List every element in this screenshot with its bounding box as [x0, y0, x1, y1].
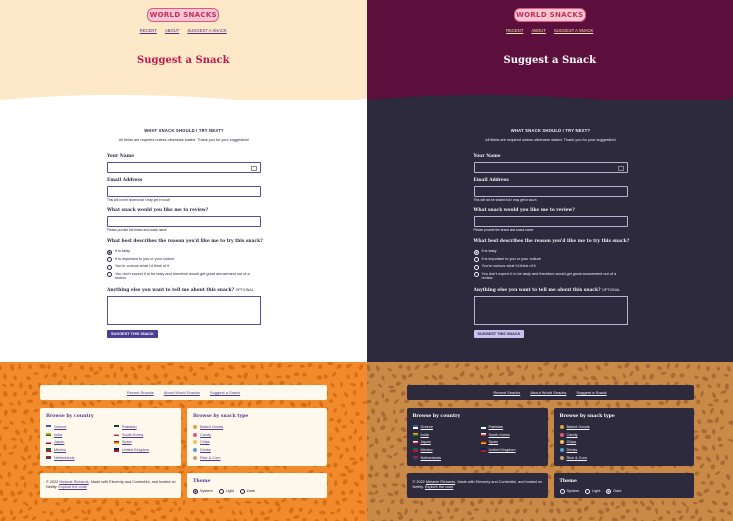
- snack-type-icon: [560, 440, 564, 444]
- snack-type-link[interactable]: [560, 425, 590, 429]
- snack-label: What snack would you like me to review?: [473, 208, 575, 213]
- theme-option-system[interactable]: [560, 488, 580, 494]
- radio-icon: [474, 265, 479, 270]
- reason-option-label: You don't expect it to be tasty and therefore would get great amusement out of a review: [481, 271, 617, 280]
- snack-type-link[interactable]: [193, 433, 211, 437]
- country-link[interactable]: [114, 448, 149, 452]
- country-link[interactable]: [413, 433, 429, 437]
- flag-icon: [114, 448, 119, 451]
- snack-input[interactable]: [474, 216, 628, 227]
- snack-hint: Please provide the brand and snack name: [473, 228, 534, 232]
- theme-option-light[interactable]: [219, 488, 234, 494]
- email-hint: This will not be shared but I may get in touch: [107, 198, 171, 202]
- name-label: Your Name: [107, 154, 135, 159]
- site-logo[interactable]: WORLD SNACKS: [147, 8, 219, 22]
- extra-label-text: Anything else you want to tell me about this snack?: [107, 288, 235, 293]
- country-link-label: Mexico: [54, 448, 67, 453]
- radio-icon: [560, 489, 565, 494]
- snack-input[interactable]: [107, 216, 261, 227]
- snack-type-link[interactable]: [193, 425, 223, 429]
- theme-heading: Theme: [559, 479, 577, 484]
- flag-icon: [481, 441, 486, 444]
- explore-code-link[interactable]: Explore the code: [58, 485, 87, 489]
- nav-about[interactable]: ABOUT: [531, 28, 546, 33]
- country-link-label: Spain: [488, 440, 499, 445]
- snack-type-link[interactable]: [193, 448, 211, 452]
- theme-option-dark[interactable]: [240, 488, 255, 494]
- country-link[interactable]: [114, 440, 132, 444]
- nav-about[interactable]: ABOUT: [164, 28, 180, 33]
- theme-option-light[interactable]: [585, 488, 600, 494]
- footer-link-recent[interactable]: Recent Snacks: [493, 390, 521, 395]
- main-nav: [0, 28, 367, 33]
- snack-hint: Please provide the brand and snack name: [107, 228, 167, 232]
- reason-option-label: It is important to you or your culture: [115, 256, 175, 261]
- country-link-label: Pakistan: [122, 425, 137, 429]
- reason-label: What best describes the reason you'd like me to try this snack?: [107, 239, 263, 244]
- submit-button[interactable]: SUGGEST THIS SNACK: [107, 330, 158, 338]
- snack-type-icon: [560, 456, 564, 460]
- reason-option[interactable]: [474, 249, 497, 255]
- radio-icon: [193, 489, 198, 494]
- reason-option[interactable]: [474, 264, 536, 270]
- snack-type-label: Candy: [200, 432, 211, 437]
- radio-icon: [240, 489, 245, 494]
- reason-option[interactable]: [107, 264, 169, 270]
- copyright-text: [46, 480, 186, 490]
- country-link-label: Mexico: [420, 448, 433, 453]
- reason-option-label: It is important to you or your culture: [481, 256, 542, 261]
- country-link-label: India: [54, 432, 63, 437]
- country-heading: Browse by country: [46, 414, 94, 419]
- hero-wave: [0, 92, 367, 108]
- country-link[interactable]: [413, 425, 433, 429]
- type-card: [187, 408, 327, 466]
- name-input[interactable]: [474, 162, 628, 173]
- country-link-label: Pakistan: [488, 425, 504, 429]
- reason-option-label: You don't expect it to be tasty and therefore would get great amusement out of a review: [115, 271, 250, 280]
- footer-links: [407, 385, 694, 400]
- radio-icon: [474, 250, 479, 255]
- radio-icon: [107, 265, 112, 270]
- autofill-icon: [618, 166, 624, 171]
- country-link-label: India: [420, 432, 429, 437]
- site-logo[interactable]: WORLD SNACKS: [514, 8, 586, 22]
- copyright-prefix: © 2022: [412, 480, 426, 484]
- country-link-label: Japan: [420, 440, 431, 445]
- reason-option-label: You're curious what I'd think of it: [115, 264, 170, 268]
- form-heading: WHAT SNACK SHOULD I TRY NEXT?: [144, 128, 224, 133]
- theme-option-label: Light: [592, 488, 601, 493]
- extra-label-text: Anything else you want to tell me about this snack?: [473, 288, 601, 293]
- copyright-text: [413, 480, 553, 490]
- email-label: Email Address: [473, 178, 509, 183]
- flag-icon: [46, 433, 51, 436]
- snack-type-icon: [193, 425, 197, 429]
- footer-link-suggest[interactable]: Suggest a Snack: [576, 390, 607, 395]
- reason-label: What best describes the reason you'd like me to try this snack?: [473, 239, 630, 244]
- name-label: Your Name: [473, 154, 501, 159]
- country-link[interactable]: [114, 433, 143, 437]
- snack-type-label: Drinks: [566, 448, 578, 453]
- radio-icon: [107, 250, 112, 255]
- flag-icon: [413, 425, 418, 428]
- country-link[interactable]: [413, 448, 433, 452]
- snack-type-icon: [560, 448, 564, 452]
- email-input[interactable]: [474, 186, 628, 197]
- snack-label: What snack would you like me to review?: [107, 208, 209, 213]
- snack-type-link[interactable]: [193, 440, 210, 444]
- reason-option[interactable]: [474, 272, 624, 280]
- radio-icon: [474, 257, 479, 262]
- flag-icon: [413, 448, 418, 451]
- flag-icon: [46, 448, 51, 451]
- suggest-form: [107, 128, 263, 336]
- type-heading: Browse by snack type: [559, 414, 615, 419]
- country-link-label: Greece: [420, 425, 433, 429]
- reason-option-label: You're curious what I'd think of it: [481, 264, 536, 268]
- reason-option[interactable]: [107, 249, 130, 255]
- radio-icon: [474, 272, 479, 277]
- country-heading: Browse by country: [412, 414, 461, 419]
- country-link-label: United Kingdom: [122, 448, 150, 453]
- email-hint: This will not be shared but I may get in touch: [473, 198, 537, 202]
- suggest-form: [473, 128, 630, 336]
- snack-type-label: Rice & Corn: [200, 455, 221, 460]
- country-link[interactable]: [46, 456, 74, 460]
- reason-option-label: It is tasty: [115, 249, 130, 253]
- country-card: [407, 408, 548, 466]
- extra-textarea[interactable]: [474, 296, 628, 325]
- submit-button[interactable]: SUGGEST THIS SNACK: [474, 330, 525, 338]
- country-link-label: United Kingdom: [488, 448, 516, 453]
- footer-links: [40, 385, 327, 400]
- author-link[interactable]: Melanie Richards: [425, 480, 456, 484]
- page-title: Suggest a Snack: [503, 55, 597, 66]
- copyright-card: [40, 473, 181, 498]
- theme-option-label: Light: [225, 488, 234, 493]
- reason-option[interactable]: [107, 272, 257, 280]
- country-link[interactable]: [46, 448, 66, 452]
- nav-suggest[interactable]: SUGGEST A SNACK: [187, 28, 227, 33]
- flag-icon: [46, 456, 51, 459]
- snack-type-label: Chips: [566, 440, 577, 445]
- form-heading: WHAT SNACK SHOULD I TRY NEXT?: [510, 128, 591, 133]
- country-link[interactable]: [481, 425, 504, 429]
- flag-icon: [46, 425, 51, 428]
- explore-code-link[interactable]: Explore the code: [424, 485, 454, 489]
- country-link-label: South Korea: [488, 432, 510, 437]
- copyright-mid: . Made with Eleventy and Contentful, and hosted on Netlify.: [46, 480, 176, 489]
- country-link-label: Spain: [122, 440, 132, 445]
- theme-option-system[interactable]: [193, 488, 213, 494]
- reason-option[interactable]: [474, 257, 542, 263]
- theme-card: [187, 473, 327, 498]
- extra-label: [474, 288, 621, 293]
- snack-type-label: Candy: [566, 432, 578, 437]
- flag-icon: [114, 425, 119, 428]
- dark-theme-panel: [367, 0, 733, 521]
- country-link[interactable]: [413, 440, 431, 444]
- flag-icon: [413, 456, 418, 459]
- country-link-label: Netherlands: [420, 455, 441, 460]
- flag-icon: [413, 441, 418, 444]
- form-intro: All fields are required unless otherwise stated. Thank you for your suggestion!: [485, 138, 616, 142]
- footer-link-about[interactable]: About World Snacks: [530, 390, 567, 395]
- autofill-icon: [251, 166, 257, 171]
- flag-icon: [46, 441, 51, 444]
- country-link-label: Netherlands: [54, 455, 75, 460]
- hero-wave: [367, 92, 733, 108]
- flag-icon: [481, 425, 486, 428]
- nav-suggest[interactable]: SUGGEST A SNACK: [553, 28, 594, 33]
- country-link[interactable]: [46, 425, 66, 429]
- optional-tag: OPTIONAL: [235, 288, 254, 292]
- copyright-card: [407, 473, 548, 498]
- country-link[interactable]: [481, 433, 510, 437]
- snack-type-label: Baked Goods: [200, 425, 224, 429]
- snack-type-icon: [560, 433, 564, 437]
- snack-type-link[interactable]: [193, 456, 220, 460]
- snack-type-label: Chips: [200, 440, 210, 445]
- theme-option-label: System: [566, 488, 580, 493]
- footer-link-about[interactable]: About World Snacks: [163, 390, 200, 395]
- copyright-mid: . Made with Eleventy and Contentful, and hosted on Netlify.: [412, 480, 543, 489]
- radio-icon: [585, 489, 590, 494]
- main-nav: [367, 28, 733, 33]
- footer-link-recent[interactable]: Recent Snacks: [126, 390, 154, 395]
- flag-icon: [114, 433, 119, 436]
- theme-option-label: System: [200, 488, 213, 493]
- flag-icon: [114, 441, 119, 444]
- theme-heading: Theme: [193, 479, 211, 484]
- country-link[interactable]: [481, 440, 499, 444]
- country-link-label: Japan: [54, 440, 65, 445]
- radio-icon: [606, 489, 611, 494]
- country-link-label: Greece: [54, 425, 67, 429]
- country-link[interactable]: [481, 448, 516, 452]
- country-link[interactable]: [413, 456, 441, 460]
- optional-tag: OPTIONAL: [602, 288, 621, 292]
- reason-option[interactable]: [107, 257, 175, 263]
- radio-icon: [219, 489, 224, 494]
- snack-type-label: Baked Goods: [566, 425, 590, 429]
- theme-card: [554, 473, 694, 498]
- country-link-label: South Korea: [122, 432, 144, 437]
- snack-type-icon: [193, 448, 197, 452]
- footer-link-suggest[interactable]: Suggest a Snack: [209, 390, 241, 395]
- type-heading: Browse by snack type: [193, 414, 249, 419]
- flag-icon: [481, 448, 486, 451]
- theme-option-dark[interactable]: [606, 488, 621, 494]
- country-link[interactable]: [114, 425, 137, 429]
- country-card: [40, 408, 181, 466]
- snack-type-label: Rice & Corn: [566, 455, 587, 460]
- snack-type-link[interactable]: [560, 448, 578, 452]
- flag-icon: [413, 433, 418, 436]
- form-intro: All fields are required unless otherwise stated. Thank you for your suggestion!: [118, 138, 250, 142]
- extra-label: [107, 288, 254, 293]
- snack-type-icon: [193, 433, 197, 437]
- extra-textarea[interactable]: [107, 296, 261, 325]
- theme-options: [193, 488, 255, 494]
- radio-icon: [107, 257, 112, 262]
- country-link[interactable]: [46, 440, 64, 444]
- flag-icon: [481, 433, 486, 436]
- snack-type-link[interactable]: [560, 440, 577, 444]
- theme-option-label: Dark: [246, 488, 255, 493]
- radio-icon: [107, 272, 112, 277]
- theme-options: [560, 488, 622, 494]
- email-input[interactable]: [107, 186, 261, 197]
- reason-option-label: It is tasty: [481, 249, 497, 253]
- page-title: Suggest a Snack: [136, 55, 230, 66]
- email-label: Email Address: [107, 178, 143, 183]
- type-card: [554, 408, 694, 466]
- snack-type-icon: [193, 456, 197, 460]
- nav-recent[interactable]: RECENT: [139, 28, 157, 33]
- country-link[interactable]: [46, 433, 62, 437]
- snack-type-icon: [560, 425, 564, 429]
- snack-type-icon: [193, 440, 197, 444]
- nav-recent[interactable]: RECENT: [506, 28, 524, 33]
- author-link[interactable]: Melanie Richards: [59, 480, 89, 484]
- snack-type-link[interactable]: [560, 433, 578, 437]
- snack-type-link[interactable]: [560, 456, 587, 460]
- theme-option-label: Dark: [613, 488, 622, 493]
- name-input[interactable]: [107, 162, 261, 173]
- snack-type-label: Drinks: [200, 448, 211, 453]
- copyright-prefix: © 2022: [46, 480, 60, 484]
